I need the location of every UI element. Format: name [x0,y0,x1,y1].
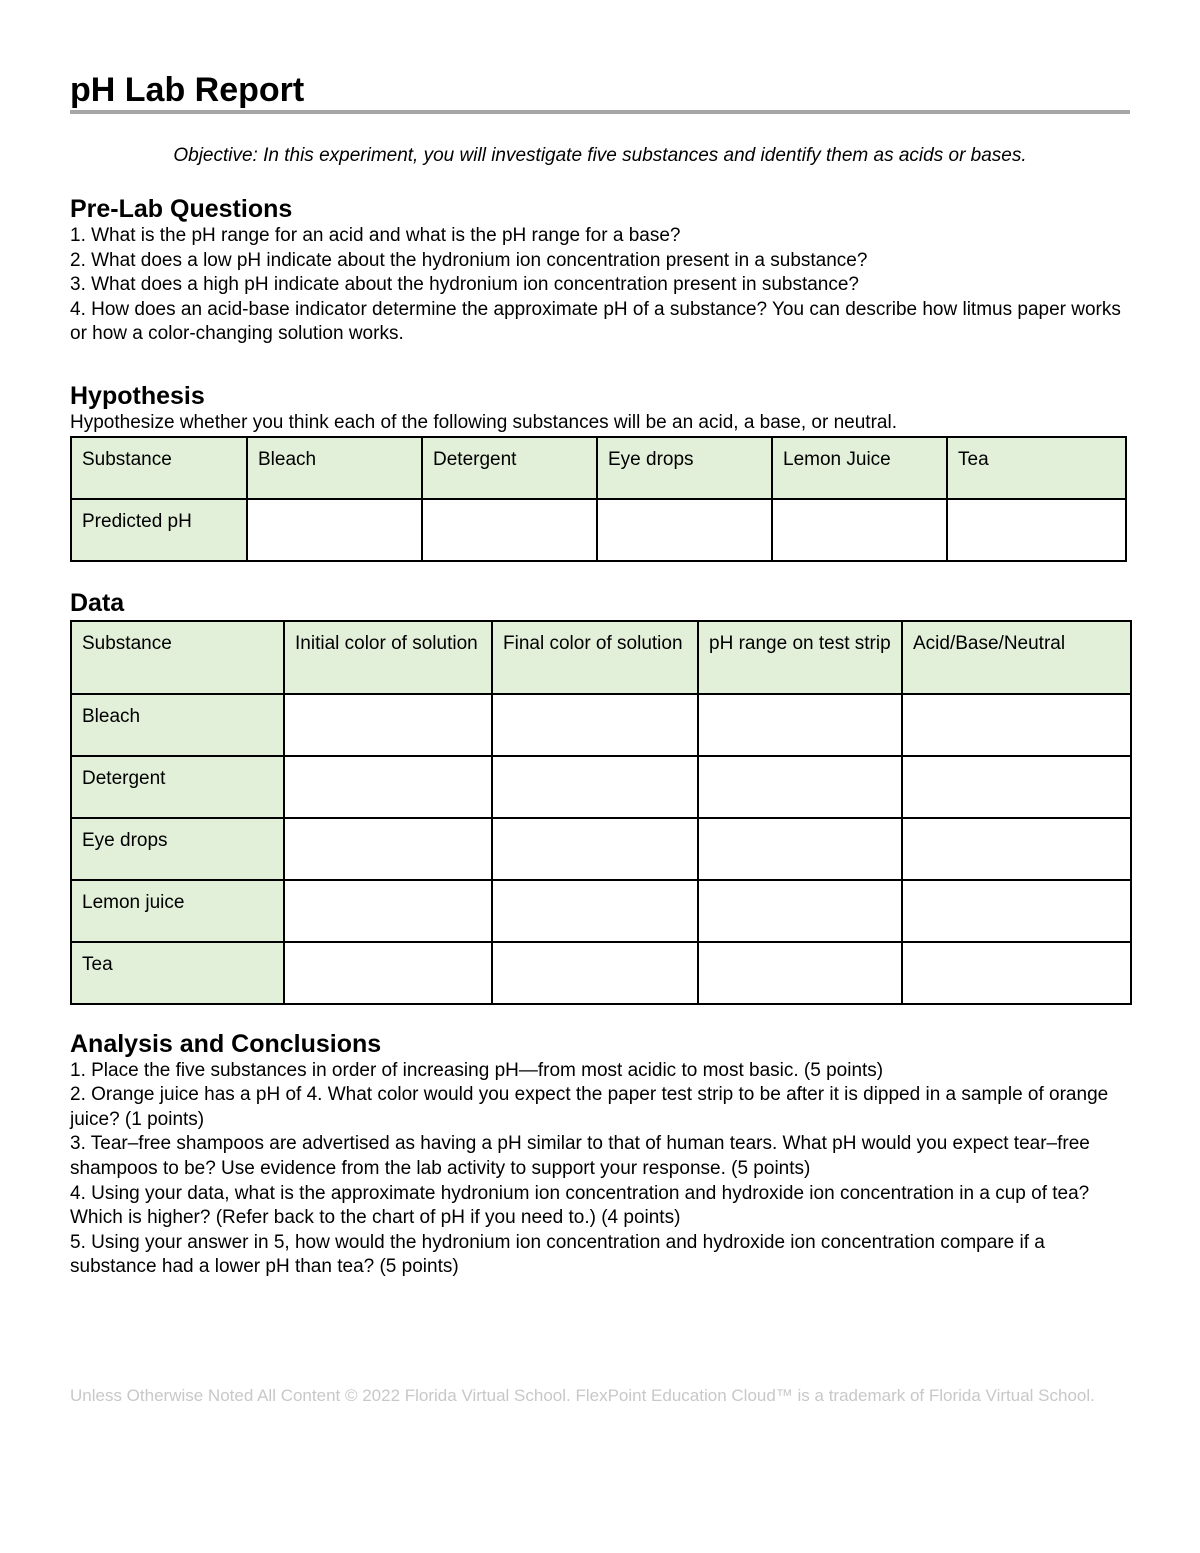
prelab-question-4: 4. How does an acid-base indicator determine the approximate pH of a substance? You can describe how litmus paper works or how a color-changing solution works. [70,298,1121,345]
analysis-question-1: 1. Place the five substances in order of increasing pH—from most acidic to most basic. (5 points) [70,1059,884,1081]
analysis-question-2: 2. Orange juice has a pH of 4. What color would you expect the paper test strip to be after it is dipped in a sample of orange juice? (1 points) [70,1084,1109,1130]
analysis-question-3: 3. Tear–free shampoos are advertised as having a pH similar to that of human tears. What pH would you expect tear–free shampoos to be? Use evidence from the lab activity to support your response. (5 points) [70,1133,1090,1179]
predicted-ph-label: Predicted pH [71,499,247,561]
data-input-cell[interactable] [698,818,902,880]
analysis-question-5: 5. Using your answer in 5, how would the hydronium ion concentration and hydroxide ion concentration compare if a substance had a lower pH than tea? (5 points) [70,1231,1045,1278]
data-input-cell[interactable] [284,756,492,818]
data-row-label: Lemon juice [71,880,284,942]
data-input-cell[interactable] [492,756,698,818]
data-row-label: Eye drops [71,818,284,880]
data-input-cell[interactable] [902,880,1131,942]
data-heading: Data [70,588,125,617]
prelab-question-2: 2. What does a low pH indicate about the hydronium ion concentration present in a substance? [70,249,868,271]
data-header-cell: Final color of solution [492,621,698,694]
data-row-detergent [71,756,1131,818]
data-input-cell[interactable] [284,818,492,880]
hypothesis-instruction: Hypothesize whether you think each of the following substances will be an acid, a base, or neutral. [70,411,897,433]
data-input-cell[interactable] [492,818,698,880]
hypothesis-header-cell: Substance [71,437,247,499]
data-header-cell: Acid/Base/Neutral [902,621,1131,694]
data-input-cell[interactable] [492,880,698,942]
hypothesis-section [70,381,1130,562]
hypothesis-predicted-row [71,499,1126,561]
data-input-cell[interactable] [284,880,492,942]
data-input-cell[interactable] [492,694,698,756]
data-input-cell[interactable] [902,756,1131,818]
data-header-cell: Substance [71,621,284,694]
data-input-cell[interactable] [902,942,1131,1004]
data-row-tea [71,942,1131,1004]
predicted-ph-input-bleach[interactable] [247,499,422,561]
prelab-question-3: 3. What does a high pH indicate about the hydronium ion concentration present in substance? [70,274,860,296]
hypothesis-header-cell: Eye drops [597,437,772,499]
hypothesis-header-cell: Detergent [422,437,597,499]
data-header-cell: Initial color of solution [284,621,492,694]
copyright-footer: Unless Otherwise Noted All Content © 2022 Florida Virtual School. FlexPoint Education Cloud™ is a trademark of Florida Virtual School. [70,1386,1095,1405]
analysis-section [70,1029,1130,1280]
data-input-cell[interactable] [698,942,902,1004]
hypothesis-header-row [71,437,1126,499]
data-header-row [71,621,1131,694]
data-input-cell[interactable] [902,694,1131,756]
data-input-cell[interactable] [698,756,902,818]
analysis-heading: Analysis and Conclusions [70,1029,382,1058]
predicted-ph-input-tea[interactable] [947,499,1126,561]
data-input-cell[interactable] [284,942,492,1004]
data-row-label: Detergent [71,756,284,818]
prelab-heading: Pre-Lab Questions [70,195,293,223]
page-title: pH Lab Report [70,70,1130,114]
hypothesis-header-cell: Bleach [247,437,422,499]
data-row-eye-drops [71,818,1131,880]
data-header-cell: pH range on test strip [698,621,902,694]
data-row-label: Tea [71,942,284,1004]
predicted-ph-input-lemon-juice[interactable] [772,499,947,561]
data-row-bleach [71,694,1131,756]
data-table [70,620,1132,1005]
data-input-cell[interactable] [698,880,902,942]
predicted-ph-input-detergent[interactable] [422,499,597,561]
hypothesis-header-cell: Lemon Juice [772,437,947,499]
objective-text: Objective: In this experiment, you will investigate five substances and identify them as acids or bases. [173,145,1027,166]
data-row-lemon-juice [71,880,1131,942]
hypothesis-table [70,436,1127,562]
data-input-cell[interactable] [902,818,1131,880]
predicted-ph-input-eye-drops[interactable] [597,499,772,561]
prelab-section [70,194,1130,347]
data-row-label: Bleach [71,694,284,756]
data-section [70,588,1130,1005]
data-input-cell[interactable] [284,694,492,756]
document-page [70,70,1130,1280]
data-input-cell[interactable] [492,942,698,1004]
data-input-cell[interactable] [698,694,902,756]
analysis-question-4: 4. Using your data, what is the approximate hydronium ion concentration and hydroxide ion concentration in a cup of tea? Which is higher? (Refer back to the chart of pH if you need to.) (4 points) [70,1182,1090,1229]
hypothesis-header-cell: Tea [947,437,1126,499]
prelab-question-1: 1. What is the pH range for an acid and what is the pH range for a base? [70,225,681,246]
hypothesis-heading: Hypothesis [70,381,205,410]
